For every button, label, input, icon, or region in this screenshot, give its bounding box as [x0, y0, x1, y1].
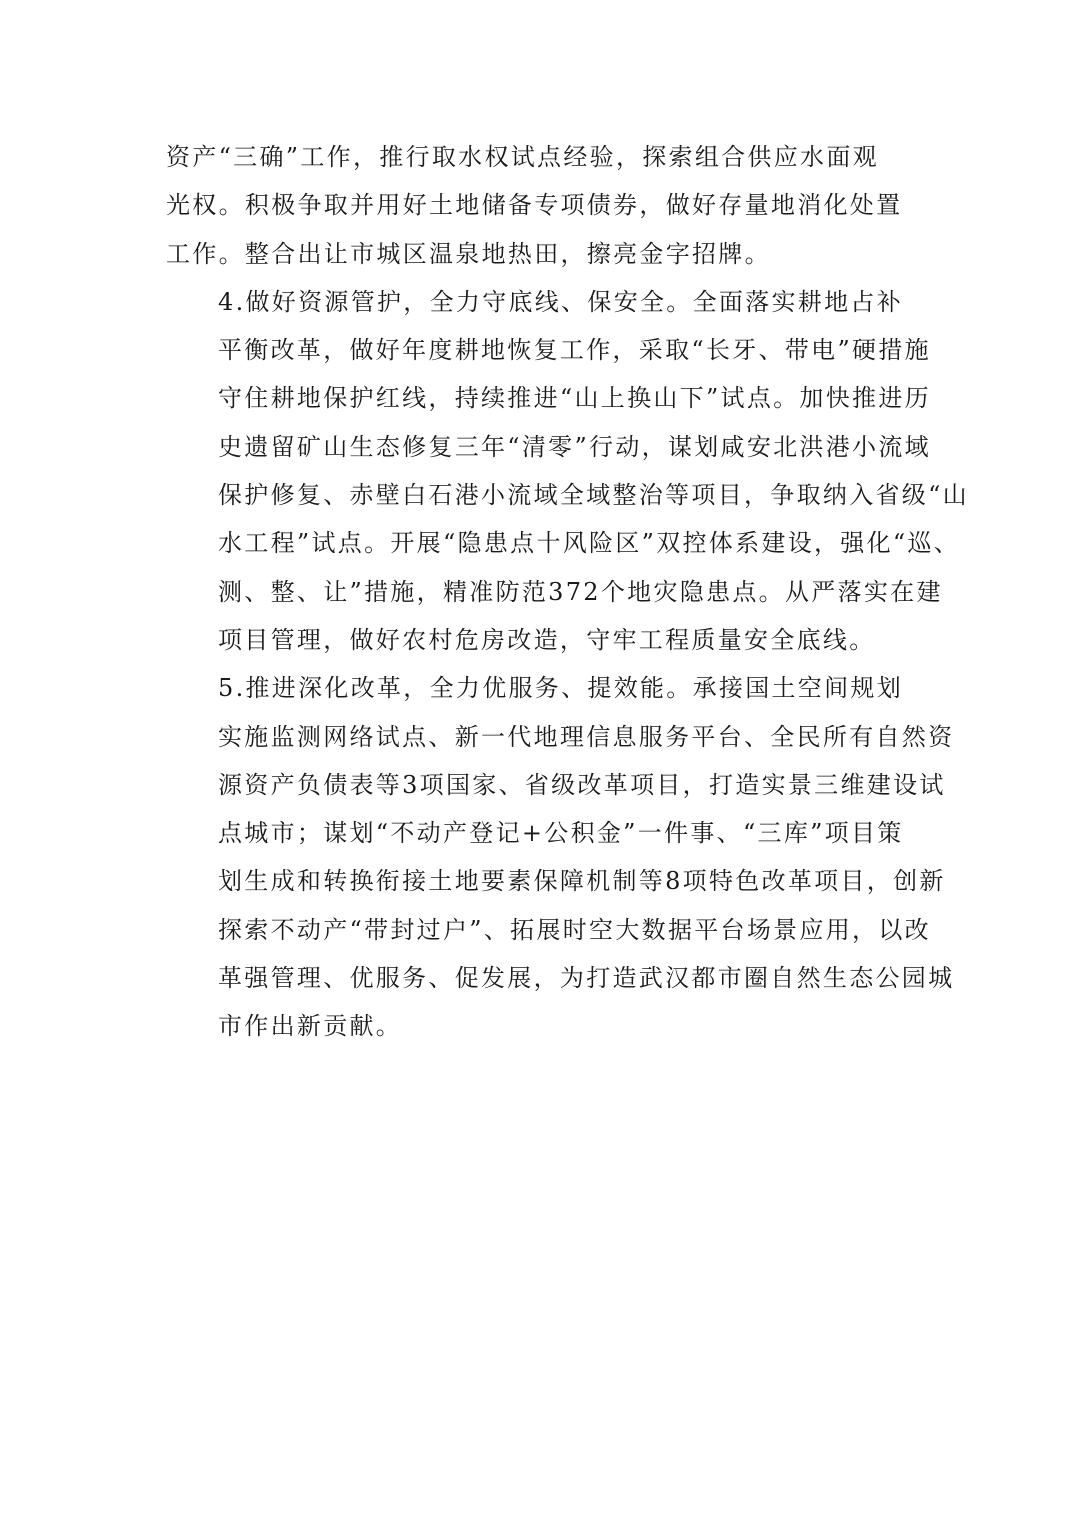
- text-line: 项目管理，做好农村危房改造，守牢工程质量安全底线。: [218, 625, 876, 654]
- paragraph-item-5: [166, 664, 955, 1050]
- text-line: 革强管理、优服务、促发展，为打造武汉都市圈自然生态公园城: [218, 964, 955, 993]
- text-line: 实施监测网络试点、新一代地理信息服务平台、全民所有自然资: [218, 722, 955, 751]
- text-line: 工作。整合出让市城区温泉地热田，擦亮金字招牌。: [166, 239, 771, 268]
- text-line: 探索不动产“带封过户”、拓展时空大数据平台场景应用，以改: [218, 915, 931, 944]
- text-line: 市作出新贡献。: [218, 1012, 403, 1041]
- paragraph-item-4: [166, 278, 969, 664]
- text-line: 史遗留矿山生态修复三年“清零”行动，谋划咸安北洪港小流域: [218, 432, 931, 461]
- text-line: 守住耕地保护红线，持续推进“山上换山下”试点。加快推进历: [218, 384, 931, 413]
- text-line: 保护修复、赤壁白石港小流域全域整治等项目，争取纳入省级“山: [218, 481, 969, 510]
- text-line: 资产“三确”工作，推行取水权试点经验，探索组合供应水面观: [166, 143, 879, 171]
- text-line: 测、整、让”措施，精准防范372个地灾隐患点。从严落实在建: [218, 577, 943, 606]
- text-line: 水工程”试点。开展“隐患点十风险区”双控体系建设，强化“巡、: [218, 529, 961, 558]
- text-line: 4.做好资源管护，全力守底线、保安全。全面落实耕地占补: [218, 287, 903, 316]
- document-body: [166, 133, 969, 1051]
- paragraph-resource-rights: [166, 133, 914, 278]
- text-line: 光权。积极争取并用好土地储备专项债券，做好存量地消化处置: [166, 191, 903, 220]
- text-line: 点城市；谋划“不动产登记+公积金”一件事、“三库”项目策: [218, 819, 904, 848]
- text-line: 划生成和转换衔接土地要素保障机制等8项特色改革项目，创新: [218, 867, 946, 896]
- text-line: 5.推进深化改革，全力优服务、提效能。承接国土空间规划: [218, 674, 903, 703]
- text-line: 平衡改革，做好年度耕地恢复工作，采取“长牙、带电”硬措施: [218, 336, 931, 365]
- text-line: 源资产负债表等3项国家、省级改革项目，打造实景三维建设试: [218, 770, 946, 799]
